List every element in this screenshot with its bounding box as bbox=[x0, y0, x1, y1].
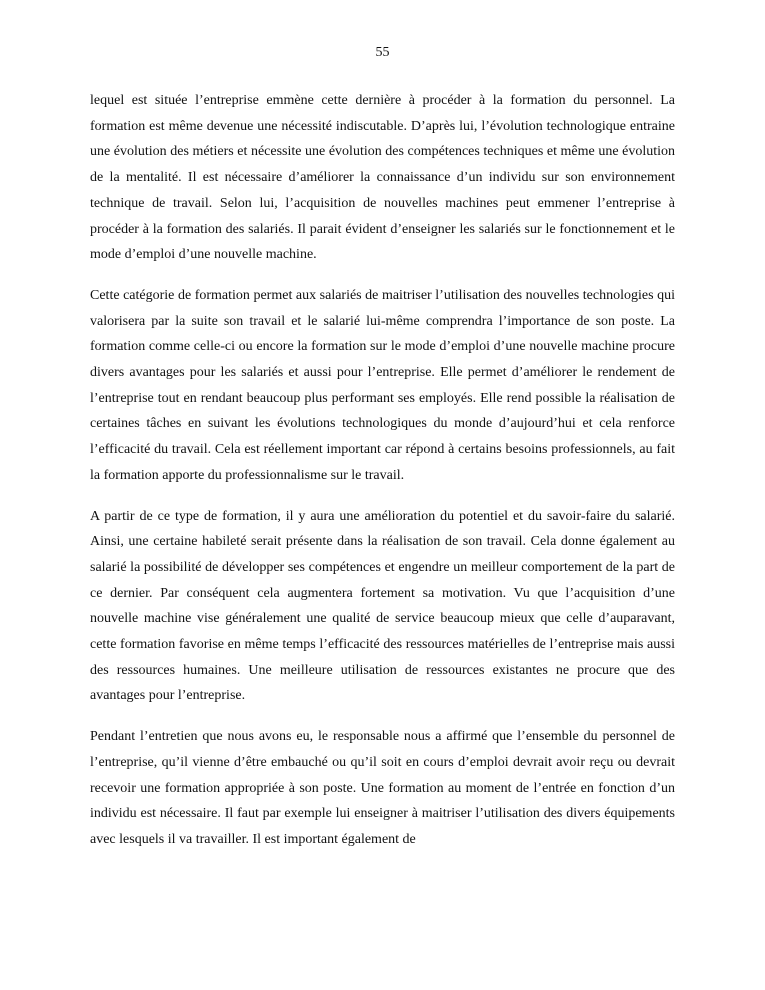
paragraph-1: lequel est située l’entreprise emmène cette dernière à procéder à la formation du personnel. La formation est même devenue une nécessité indiscutable. D’après lui, l’évolution technologique entraine une évolution des métiers et nécessite une évolution des compétences techniques et même une évolution de la mentalité. Il est nécessaire d’améliorer la connaissance d’un individu sur son environnement technique de travail. Selon lui, l’acquisition de nouvelles machines peut emmener l’entreprise à procéder à la formation des salariés. Il parait évident d’enseigner les salariés sur le fonctionnement et le mode d’emploi d’une nouvelle machine. bbox=[90, 93, 675, 263]
paragraph-4: Pendant l’entretien que nous avons eu, le responsable nous a affirmé que l’ensemble du personnel de l’entreprise, qu’il vienne d’être embauché ou qu’il soit en cours d’emploi devrait avoir reçu ou devrait recevoir une formation appropriée à son poste. Une formation au moment de l’entrée en fonction d’un individu est nécessaire. Il faut par exemple lui enseigner à maitriser l’utilisation des divers équipements avec lesquels il va travailler. Il est important également de bbox=[90, 729, 675, 847]
paragraph-2: Cette catégorie de formation permet aux salariés de maitriser l’utilisation des nouvelles technologies qui valorisera par la suite son travail et le salarié lui-même comprendra l’importance de son poste. La formation comme celle-ci ou encore la formation sur le mode d’emploi d’une nouvelle machine procure divers avantages pour les salariés et aussi pour l’entreprise. Elle permet d’améliorer le rendement de l’entreprise tout en rendant beaucoup plus performant ses employés. Elle rend possible la réalisation de certaines tâches en suivant les évolutions technologiques du monde d’aujourd’hui et cela renforce l’efficacité du travail. Cela est réellement important car répond à certains besoins professionnels, au fait la formation apporte du professionnalisme sur le travail. bbox=[90, 287, 675, 483]
body-text bbox=[90, 88, 675, 868]
page-number: 55 bbox=[375, 45, 390, 60]
paragraph-3: A partir de ce type de formation, il y aura une amélioration du potentiel et du savoir-faire du salarié. Ainsi, une certaine habileté serait présente dans la réalisation de son travail. Cela donne également au salarié la possibilité de développer ses compétences et engendre un meilleur comportement de la part de ce dernier. Par conséquent cela augmentera fortement sa motivation. Vu que l’acquisition d’une nouvelle machine vise généralement une qualité de service beaucoup mieux que celle d’auparavant, cette formation favorise en même temps l’efficacité des ressources matérielles de l’entreprise mais aussi des ressources humaines. Une meilleure utilisation de ressources existantes ne procure que des avantages pour l’entreprise. bbox=[90, 508, 675, 704]
